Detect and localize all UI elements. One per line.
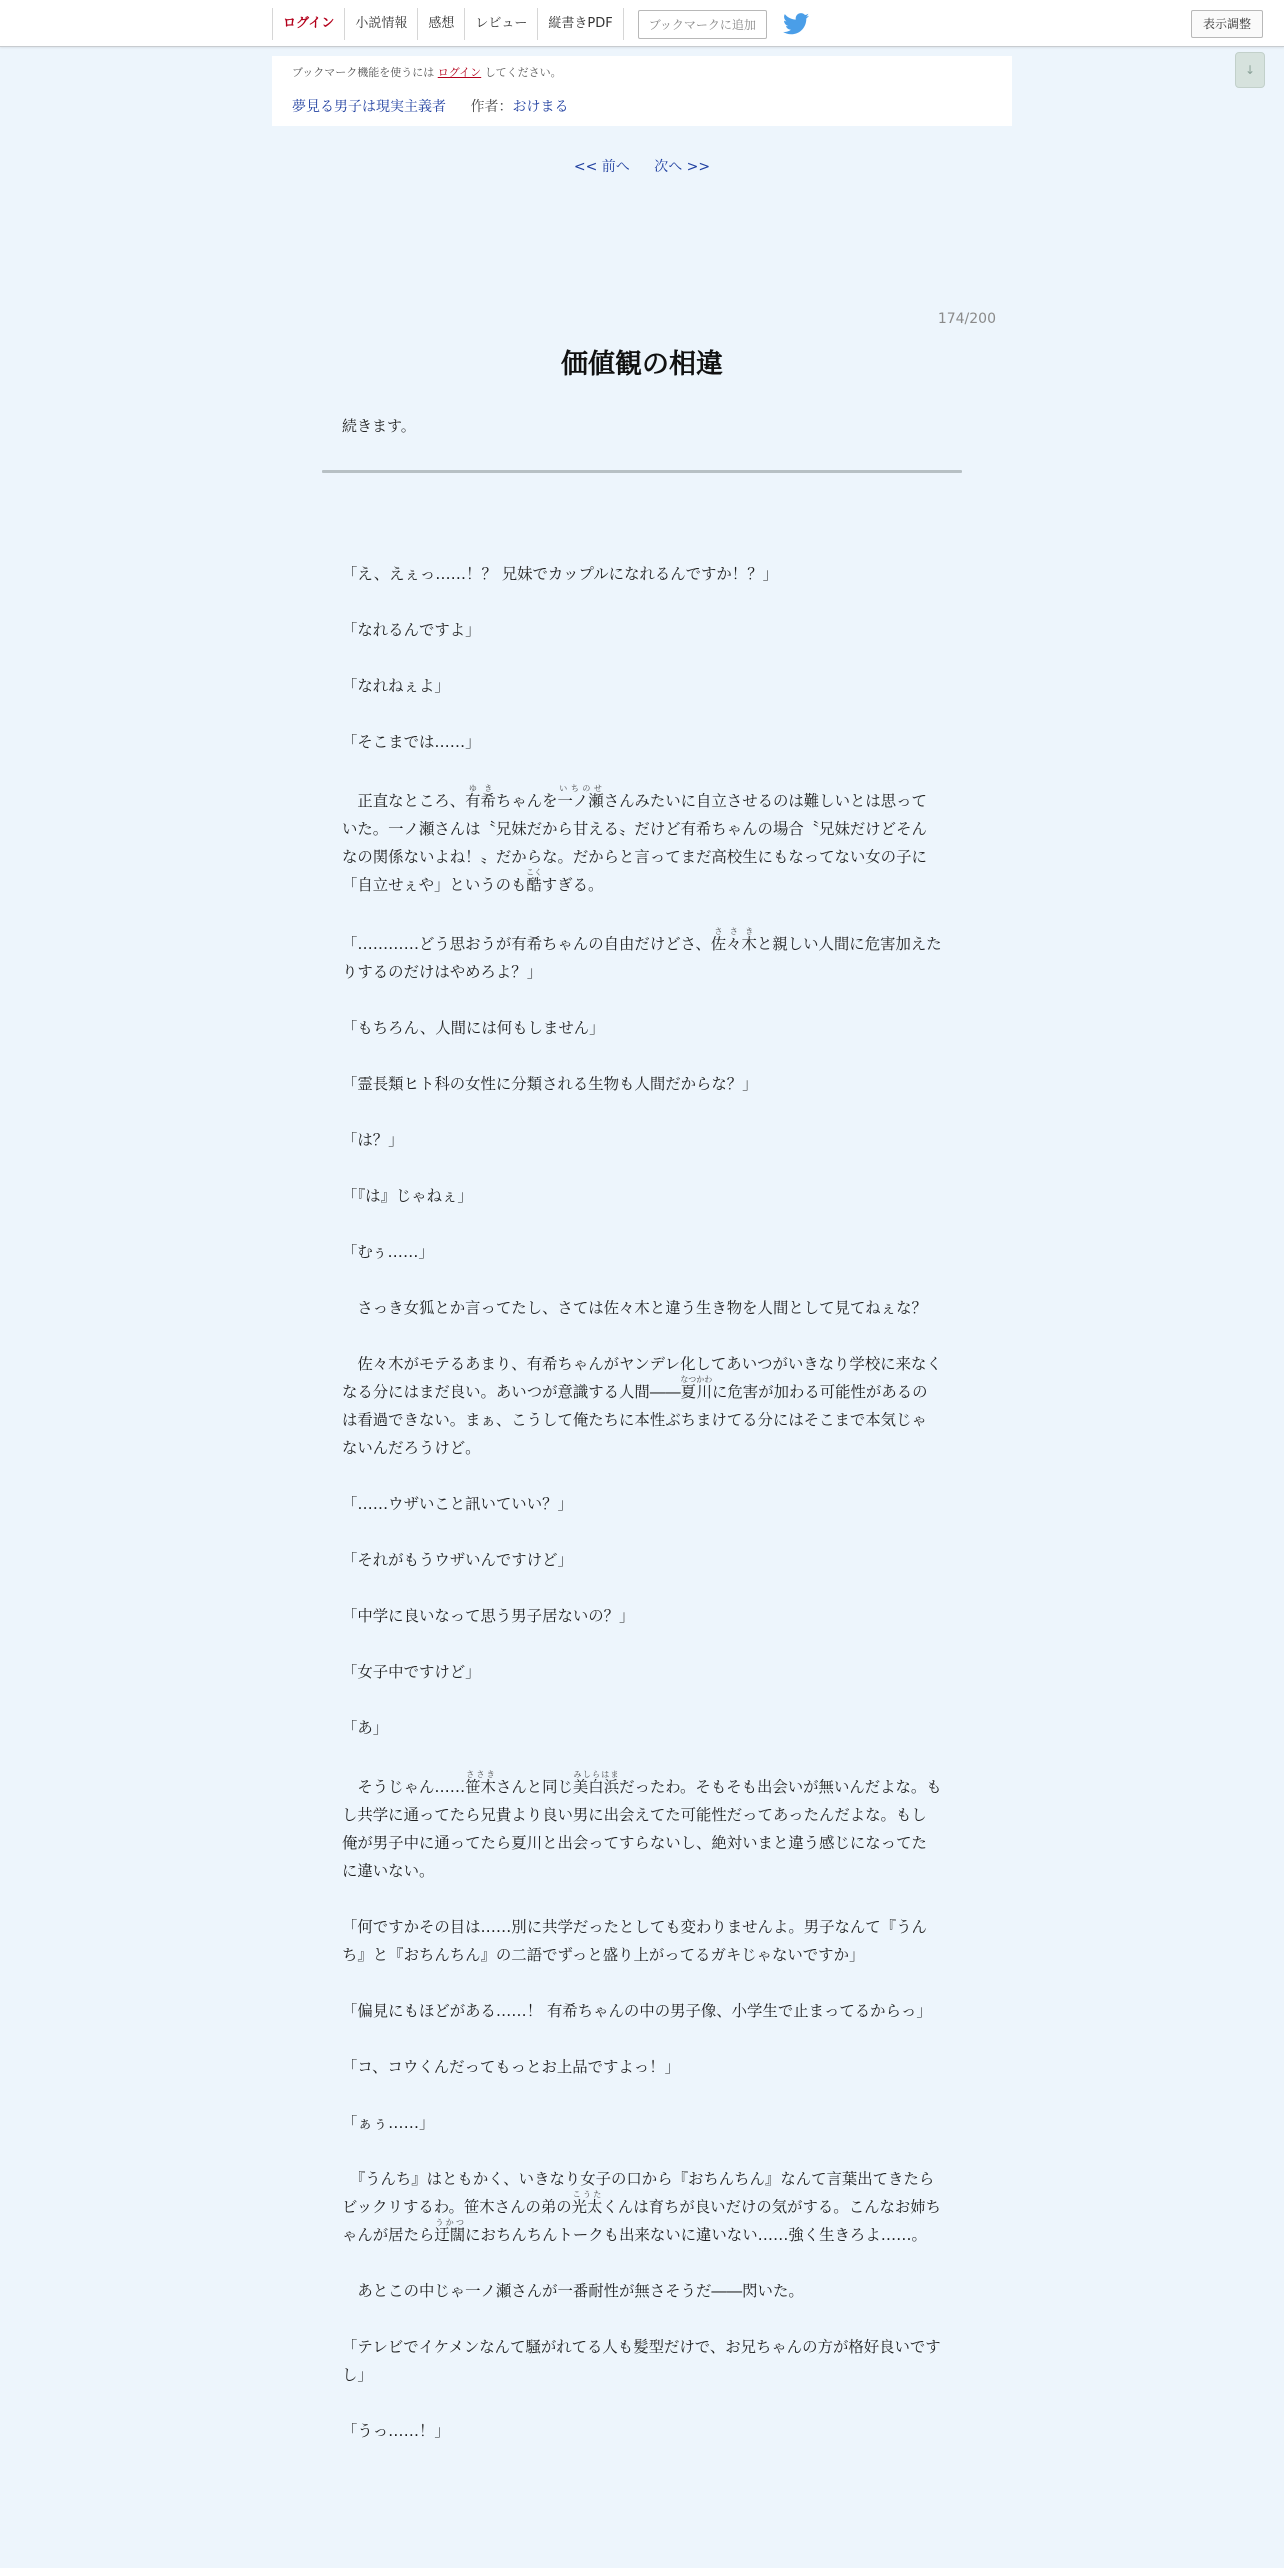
author-label: 作者：	[470, 99, 513, 115]
scroll-down-button[interactable]: ↓	[1235, 52, 1265, 88]
vertical-pdf-link[interactable]: 縦書きPDF	[537, 8, 623, 40]
body-paragraph: 「コ、コウくんだってもっとお上品ですよっ！」	[342, 2058, 680, 2076]
body-paragraph: 「ぁぅ……」	[342, 2114, 435, 2132]
body-paragraph: 「女子中ですけど」	[342, 1663, 481, 1681]
body-paragraph: 「むぅ……」	[342, 1243, 434, 1261]
chapter-title: 価値観の相違	[561, 349, 723, 380]
impressions-link[interactable]: 感想	[417, 8, 464, 40]
bookmark-login-link[interactable]: ログイン	[437, 66, 482, 79]
body-paragraph: 「テレビでイケメンなんて騒がれてる人も髪型だけで、お兄ちゃんの方が格好良いですし」	[342, 2338, 941, 2384]
display-adjust-button[interactable]: 表示調整	[1191, 10, 1263, 38]
author-link[interactable]: おけまる	[512, 99, 569, 115]
top-toolbar	[0, 0, 1284, 47]
review-link[interactable]: レビュー	[464, 8, 537, 40]
body-paragraph: 「…………どう思おうが有希ちゃんの自由だけどさ、佐々木ささきと親しい人間に危害加えたりするのだけはやめろよ？」	[342, 927, 942, 981]
body-paragraph: 「あ」	[342, 1719, 389, 1737]
body-paragraph: 「は？」	[342, 1131, 404, 1149]
body-paragraph: 「なれねぇよ」	[342, 677, 450, 695]
twitter-bird-icon[interactable]	[783, 13, 809, 35]
page-number: 174/200	[937, 311, 996, 327]
body-paragraph: 「それがもうウザいんですけど」	[342, 1551, 573, 1569]
preface-divider	[322, 470, 962, 473]
body-paragraph: 「もちろん、人間には何もしません」	[342, 1019, 605, 1037]
body-paragraph: 『うんち』はともかく、いきなり女子の口から『おちんちん』なんて言葉出てきたらビックリするわ。笹木さんの弟の光太こうたくんは育ちが良いだけの気がする。こんなお姉ちゃんが居たら迂闊うかつにおちんちんトークも出来ないに違いない……強く生きろよ……。	[342, 2170, 942, 2244]
chapter-preface: 続きます。	[342, 417, 416, 435]
body-paragraph: さっき女狐とか言ってたし、さては佐々木と違う生き物を人間として見てねぇな？	[342, 1299, 927, 1317]
body-paragraph: 「偏見にもほどがある……！ 有希ちゃんの中の男子像、小学生で止まってるからっ」	[342, 2002, 932, 2020]
body-paragraph: 「何ですかその目は……別に共学だったとしても変わりませんよ。男子なんて『うんち』と『おちんちん』の二語でずっと盛り上がってるガキじゃないですか」	[342, 1918, 927, 1964]
bookmark-login-note	[292, 64, 562, 80]
body-paragraph: 「そこまでは……」	[342, 733, 481, 751]
body-paragraph: 「『は』じゃねぇ」	[342, 1187, 473, 1205]
novel-info-box	[272, 56, 1012, 126]
body-paragraph: そうじゃん……笹木ささきさんと同じ美白浜みしらはまだったわ。そもそも出会いが無いんだよな。もし共学に通ってたら兄貴より良い男に出会えてた可能性だってあったんだよな。もし俺が男子中に通ってたら夏川と出会ってすらないし、絶対いまと違う感じになってたに違いない。	[342, 1770, 942, 1880]
body-paragraph: 「え、えぇっ……！？ 兄妹でカップルになれるんですか！？」	[342, 565, 778, 583]
novel-title-link[interactable]: 夢見る男子は現実主義者	[292, 99, 446, 115]
body-paragraph: 「霊長類ヒト科の女性に分類される生物も人間だからな？」	[342, 1075, 758, 1093]
body-paragraph: 「中学に良いなって思う男子居ないの？」	[342, 1607, 635, 1625]
login-link[interactable]: ログイン	[272, 8, 344, 40]
novel-info-link[interactable]: 小説情報	[344, 8, 417, 40]
body-paragraph: あとこの中じゃ一ノ瀬さんが一番耐性が無さそうだ――閃いた。	[342, 2282, 804, 2300]
add-bookmark-button[interactable]: ブックマークに追加	[638, 10, 767, 39]
top-nav	[272, 8, 809, 40]
chapter-pager	[0, 156, 1284, 176]
bookmark-note-suffix: してください。	[484, 66, 562, 79]
body-paragraph: 「うっ……！」	[342, 2422, 450, 2440]
body-paragraph: 「……ウザいこと訊いていい？」	[342, 1495, 573, 1513]
body-paragraph: 正直なところ、有希ゆきちゃんを一ノ瀬いちのせさんみたいに自立させるのは難しいとは思っていた。一ノ瀬さんは〝兄妹だから甘える〟だけど有希ちゃんの場合〝兄妹だけどそんなの関係ないよね！〟だからな。だからと言ってまだ高校生にもなってない女の子に「自立せぇや」というのも酷こくすぎる。	[342, 784, 927, 894]
bookmark-note-text: ブックマーク機能を使うには	[292, 66, 435, 79]
next-chapter-link[interactable]: 次へ >>	[654, 159, 711, 175]
novel-meta	[292, 96, 568, 116]
prev-chapter-link[interactable]: << 前へ	[573, 159, 630, 175]
body-paragraph: 「なれるんですよ」	[342, 621, 481, 639]
chapter-body	[342, 560, 942, 2445]
body-paragraph: 佐々木がモテるあまり、有希ちゃんがヤンデレ化してあいつがいきなり学校に来なくなる分にはまだ良い。あいつが意識する人間――夏川なつかわに危害が加わる可能性があるのは看過できない。まぁ、こうして俺たちに本性ぶちまけてる分にはそこまで本気じゃないんだろうけど。	[342, 1355, 942, 1457]
